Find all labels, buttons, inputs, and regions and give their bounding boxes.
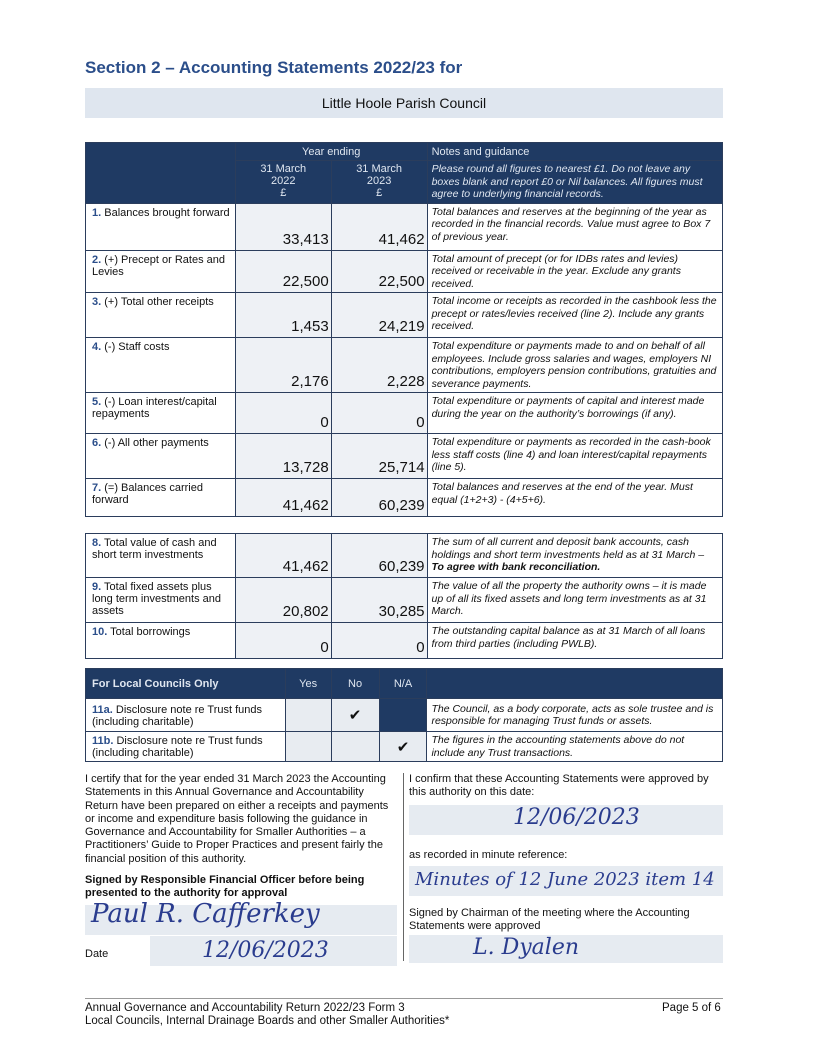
row-label-text: (=) Balances carried forward xyxy=(92,482,203,506)
row-note-text: The outstanding capital balance as at 31 March of all loans from third parties (including PWLB). xyxy=(431,625,706,650)
na-checkbox[interactable]: ✔ xyxy=(379,732,427,762)
row-number: 8. xyxy=(92,537,102,549)
col-2022-line2: 2022 xyxy=(271,175,296,187)
row-note xyxy=(427,203,722,250)
value-2022[interactable]: 1,453 xyxy=(235,293,331,338)
value-2023[interactable]: 60,239 xyxy=(331,479,427,517)
row-label-text: (-) All other payments xyxy=(104,437,209,449)
guidance-note: Please round all figures to nearest £1. Do not leave any boxes blank and report £0 or Nil balances. All figures must agree to underlying financial records. xyxy=(427,161,722,204)
value-2022[interactable]: 0 xyxy=(235,623,331,659)
date-label: Date xyxy=(85,948,109,960)
row-note: The figures in the accounting statements above do not include any Trust transactions. xyxy=(427,732,723,762)
approval-date-field[interactable] xyxy=(409,805,723,835)
row-number: 5. xyxy=(92,396,102,408)
statement-row xyxy=(86,434,723,479)
statement-row xyxy=(86,338,723,393)
approval-text: I confirm that these Accounting Statements were approved by this authority on this date: xyxy=(409,773,709,799)
local-councils-heading: For Local Councils Only xyxy=(86,669,286,699)
row-note-text: The sum of all current and deposit bank accounts, cash holdings and short term investments held as at 31 March – xyxy=(431,536,705,561)
statement-row xyxy=(86,250,723,293)
row-note xyxy=(427,534,722,578)
row-label xyxy=(86,393,236,434)
col-2022-line1: 31 March xyxy=(260,163,307,175)
row-number: 11b. xyxy=(92,735,114,747)
row-number: 2. xyxy=(92,253,102,266)
row-number: 10. xyxy=(92,626,108,638)
col-2022-unit: £ xyxy=(280,187,287,199)
row-note-text: Total expenditure or payments as recorded in the cash-book less staff costs (line 4) and loan interest/capital repayments (line 5). xyxy=(431,436,711,473)
value-2023[interactable]: 30,285 xyxy=(331,578,427,623)
rfo-signature-field[interactable] xyxy=(85,899,397,935)
value-2023[interactable]: 2,228 xyxy=(331,338,427,393)
statement-row xyxy=(86,293,723,338)
statement-row xyxy=(86,623,723,659)
accounting-statements-table xyxy=(85,142,723,517)
row-label-text: Balances brought forward xyxy=(104,206,230,219)
value-2022[interactable]: 20,802 xyxy=(235,578,331,623)
row-note-text: The value of all the property the authority owns – it is made up of all its fixed assets and long term investments as at 31 March. xyxy=(431,580,707,617)
certification-divider xyxy=(403,773,404,961)
col-2023-line2: 2023 xyxy=(366,175,392,187)
value-2022[interactable]: 13,728 xyxy=(235,434,331,479)
row-label xyxy=(86,203,236,250)
value-2023[interactable]: 60,239 xyxy=(331,534,427,578)
row-note xyxy=(427,338,722,393)
row-label xyxy=(86,699,286,732)
row-label xyxy=(86,623,236,659)
notes-header: Notes and guidance xyxy=(427,143,722,161)
row-label xyxy=(86,534,236,578)
row-label-text: (+) Total other receipts xyxy=(104,296,214,308)
row-note xyxy=(427,250,722,293)
chair-signature: L. Dyalen xyxy=(473,935,580,960)
row-note xyxy=(427,578,722,623)
value-2023[interactable]: 0 xyxy=(331,393,427,434)
na-checkbox[interactable] xyxy=(379,699,427,732)
local-councils-notes-header xyxy=(427,669,723,699)
statement-row xyxy=(86,534,723,578)
col-2023-line1: 31 March xyxy=(356,163,403,175)
value-2022[interactable]: 41,462 xyxy=(235,534,331,578)
council-name: Little Hoole Parish Council xyxy=(321,95,487,111)
minute-ref-value: Minutes of 12 June 2023 item 14 xyxy=(415,869,715,890)
row-label xyxy=(86,479,236,517)
trust-disclosure-row xyxy=(86,732,723,762)
row-label xyxy=(86,250,236,293)
col-2023-header xyxy=(331,161,427,204)
row-note xyxy=(427,393,722,434)
row-note xyxy=(427,293,722,338)
row-label-text: Total borrowings xyxy=(110,626,191,638)
page-title: Section 2 – Accounting Statements 2022/23 for xyxy=(85,58,463,77)
row-note-text: Total balances and reserves at the end of the year. Must equal (1+2+3) - (4+5+6). xyxy=(431,481,693,506)
page-number: Page 5 of 6 xyxy=(662,1002,721,1014)
rfo-signature: Paul R. Cafferkey xyxy=(91,899,320,929)
value-2023[interactable]: 25,714 xyxy=(331,434,427,479)
local-councils-table xyxy=(85,668,723,762)
row-label-text: Total fixed assets plus long term investments and assets xyxy=(92,581,222,617)
row-label-text: Disclosure note re Trust funds (including charitable) xyxy=(92,735,263,759)
value-2022[interactable]: 2,176 xyxy=(235,338,331,393)
row-label xyxy=(86,732,286,762)
row-number: 1. xyxy=(92,206,102,219)
row-note-text: Total balances and reserves at the beginning of the year as recorded in the financial records. Value must agree to Box 7 of previous year. xyxy=(431,205,711,243)
row-number: 4. xyxy=(92,341,102,353)
yes-checkbox[interactable] xyxy=(285,699,331,732)
row-label-text: (+) Precept or Rates and Levies xyxy=(92,253,226,278)
row-number: 6. xyxy=(92,437,102,449)
minute-label: as recorded in minute reference: xyxy=(409,849,568,861)
statement-row xyxy=(86,578,723,623)
minute-ref-field[interactable] xyxy=(409,866,723,896)
value-2022[interactable]: 22,500 xyxy=(235,250,331,293)
row-number: 9. xyxy=(92,581,102,593)
row-note-text: Total income or receipts as recorded in the cashbook less the precept or rates/levies received (line 2). Include any grants received. xyxy=(431,295,717,332)
footer-form-title: Annual Governance and Accountability Return 2022/23 Form 3 xyxy=(85,1002,405,1014)
chair-signed-text: Signed by Chairman of the meeting where the Accounting Statements were approved xyxy=(409,907,690,933)
row-note-text: Total expenditure or payments of capital and interest made during the year on the authority’s borrowings (if any). xyxy=(431,395,705,420)
rfo-date-value: 12/06/2023 xyxy=(202,938,329,963)
statement-row xyxy=(86,203,723,250)
row-note xyxy=(427,623,722,659)
col-2023-unit: £ xyxy=(376,187,383,199)
row-label xyxy=(86,578,236,623)
trust-disclosure-row xyxy=(86,699,723,732)
row-label-text: (-) Staff costs xyxy=(104,341,170,353)
row-note xyxy=(427,479,722,517)
rfo-certification-text: I certify that for the year ended 31 March 2023 the Accounting Statements in this Annual Governance and Accountability Return have been prepared on either a receipts and payments or income and expenditure basis following the guidance in Governance and Accountability for Smaller Authorities – a Practitioners’ Guide to Proper Practices and present fairly the financial position of this authority. xyxy=(85,773,389,865)
rfo-signed-by-label: Signed by Responsible Financial Officer before being presented to the authority for approval xyxy=(85,874,365,900)
no-checkbox[interactable] xyxy=(331,732,379,762)
yes-checkbox[interactable] xyxy=(285,732,331,762)
footer-divider xyxy=(85,998,723,999)
year-ending-header: Year ending xyxy=(235,143,427,161)
no-header: No xyxy=(331,669,379,699)
value-2022[interactable]: 33,413 xyxy=(235,203,331,250)
row-number: 7. xyxy=(92,482,102,494)
row-label-text: Total value of cash and short term investments xyxy=(92,537,217,561)
council-name-field xyxy=(85,88,723,118)
row-note xyxy=(427,434,722,479)
no-checkbox[interactable]: ✔ xyxy=(331,699,379,732)
value-2022[interactable]: 41,462 xyxy=(235,479,331,517)
row-note-text: Total expenditure or payments made to and on behalf of all employees. Include gross salaries and wages, employers NI contributions, employers pension contributions, gratuities and severance payments. xyxy=(431,340,717,390)
statement-row xyxy=(86,393,723,434)
yes-header: Yes xyxy=(285,669,331,699)
footer-authorities: Local Councils, Internal Drainage Boards and other Smaller Authorities* xyxy=(85,1015,450,1027)
header-blank-cell xyxy=(86,143,236,204)
row-note: The Council, as a body corporate, acts as sole trustee and is responsible for managing Trust funds or assets. xyxy=(427,699,723,732)
na-header: N/A xyxy=(379,669,427,699)
assets-table xyxy=(85,533,723,659)
approval-date-value: 12/06/2023 xyxy=(513,805,640,830)
rfo-date-field[interactable] xyxy=(150,936,397,966)
row-note-text: Total amount of precept (or for IDBs rates and levies) received or receivable in the year. Exclude any grants received. xyxy=(431,252,681,290)
value-2023[interactable]: 0 xyxy=(331,623,427,659)
row-label-text: Disclosure note re Trust funds (including charitable) xyxy=(92,703,262,728)
value-2023[interactable]: 41,462 xyxy=(331,203,427,250)
statement-row xyxy=(86,479,723,517)
col-2022-header xyxy=(235,161,331,204)
value-2023[interactable]: 22,500 xyxy=(331,250,427,293)
row-label xyxy=(86,338,236,393)
row-label xyxy=(86,434,236,479)
row-number: 11a. xyxy=(92,703,113,716)
value-2022[interactable]: 0 xyxy=(235,393,331,434)
chair-signature-field[interactable] xyxy=(409,935,723,963)
row-note-bold: To agree with bank reconciliation. xyxy=(431,561,601,573)
row-number: 3. xyxy=(92,296,102,308)
row-label xyxy=(86,293,236,338)
row-label-text: (-) Loan interest/capital repayments xyxy=(92,396,217,420)
value-2023[interactable]: 24,219 xyxy=(331,293,427,338)
